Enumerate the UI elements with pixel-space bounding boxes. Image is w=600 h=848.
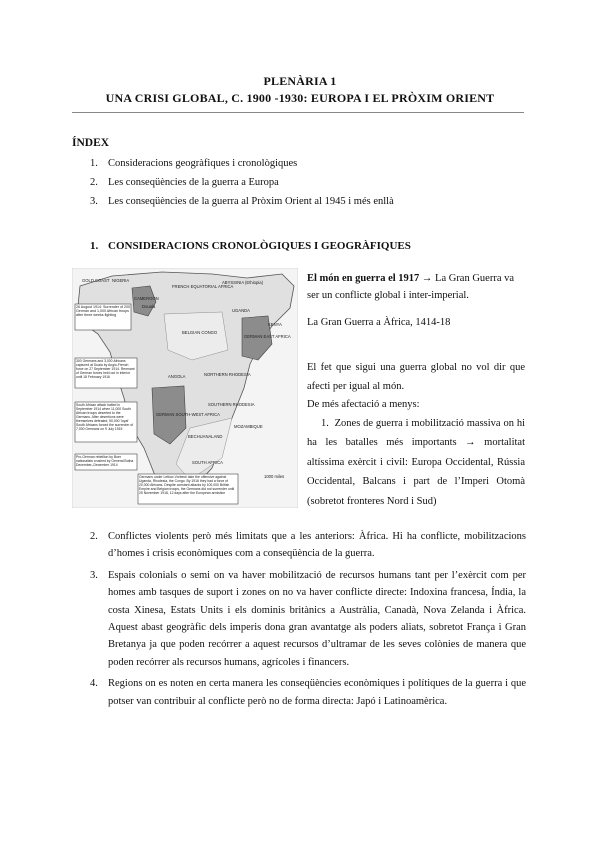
map-label: GERMAN SOUTH-WEST AFRICA xyxy=(156,412,220,417)
index-heading: ÍNDEX xyxy=(72,137,110,149)
para-1-heading: El món en guerra el 1917 xyxy=(307,273,420,284)
map-label: SOUTHERN RHODESIA xyxy=(208,402,255,407)
section-number: 1. xyxy=(90,240,99,252)
section-heading xyxy=(90,240,411,252)
index-item xyxy=(90,154,394,173)
index-item-number: 1. xyxy=(90,158,98,169)
map-label: Douala xyxy=(142,304,156,309)
map-label: MOZAMBIQUE xyxy=(234,424,263,429)
list-item-text: Regions on es noten en certa manera les conseqüències econòmiques i polítiques de la guerra i que potser van contribuir al conflicte però no de forma directa: Japó i Latinoamèrica. xyxy=(108,678,526,707)
map-note: Germans under Lettow-Vorbeck take the offensive against Uganda, Rhodesia, the Congo. By 1916 they had a force of 20,000 Africans. Despite constant attacks by 100,000 British Empire and Belgian troops, the Germans did not surrender until 25 November 1918, 12 days after the European armistice xyxy=(139,475,235,495)
list-item xyxy=(90,567,526,671)
right-para-4: De més afectació a menys: xyxy=(307,399,420,410)
list-item-text: Zones de guerra i mobilització massiva on hi ha les batalles més importants → mortalitat altíssima exèrcit i civil: Europa Occidental, Rússia Occidental, Balcans i part de l’Imperi Otomà (sobretot fronteres Nord i Sud) xyxy=(307,418,525,507)
arrow-icon: → xyxy=(421,273,433,284)
map-scale-label: 1000 miles xyxy=(264,474,285,479)
right-para-3: El fet que sigui una guerra global no vol dir que afecti per igual al món. xyxy=(307,362,525,392)
map-label: KENYA xyxy=(268,322,282,327)
index-item-text: Les conseqüències de la guerra a Europa xyxy=(108,177,279,188)
section-title: CONSIDERACIONS CRONOLÒGIQUES I GEOGRÀFIQUES xyxy=(108,240,411,252)
right-para-1 xyxy=(307,270,525,304)
right-list-item xyxy=(307,414,525,511)
map-label: NORTHERN RHODESIA xyxy=(204,372,251,377)
map-label: UGANDA xyxy=(232,308,250,313)
index-item xyxy=(90,173,394,192)
map-label: BECHUANALAND xyxy=(188,434,223,439)
map-label: NIGERIA xyxy=(112,278,130,283)
map-label: ABYSSINIA (Ethiopia) xyxy=(222,280,263,285)
index-item-number: 2. xyxy=(90,177,98,188)
map-label: BELGIAN CONGO xyxy=(182,330,218,335)
list-item xyxy=(90,528,526,563)
map-label: FRENCH EQUATORIAL AFRICA xyxy=(172,284,234,289)
map-note: 26 August 1914: Surrender of 200 German and 1,000 African troops after three weeks fighting xyxy=(76,305,130,318)
list-item-number: 3. xyxy=(90,569,98,581)
para-1-text: La Gran Guerra va ser un conflicte global i inter-imperial. xyxy=(307,273,515,301)
map-note: South African attack halted in September 1914 when 11,000 South African troops deserted to the Germans. After desertions were themselves defeated, 50,000 'loyal' South Africans forced the surrender of 7,000 Germans on 9 July 1915 xyxy=(76,403,134,431)
index-item-number: 3. xyxy=(90,196,98,207)
list-item-number: 4. xyxy=(90,678,98,690)
title-divider xyxy=(72,112,524,113)
page-title: PLENÀRIA 1 xyxy=(263,74,337,88)
africa-war-map xyxy=(72,268,298,508)
map-label: CAMEROON xyxy=(134,296,159,301)
list-item-text: Conflictes violents però més limitats que a les anteriors: Àfrica. Hi ha conflicte, mobilitzacions d’homes i crisis econòmiques com a conseqüència de la guerra. xyxy=(108,531,526,560)
map-label: ANGOLA xyxy=(168,374,186,379)
page-subtitle: UNA CRISI GLOBAL, C. 1900 -1930: EUROPA I EL PRÒXIM ORIENT xyxy=(105,91,495,105)
index-list xyxy=(90,154,394,211)
map-note: 300 Germans and 3,000 Africans captured at Duala by Anglo-French force on 27 September 1914. Remnant of German forces held out in interior until 18 February 1916 xyxy=(76,359,135,379)
index-item-text: Consideracions geogràfiques i cronològiques xyxy=(108,158,298,169)
list-item-number: 1. xyxy=(321,418,329,429)
map-note: Pro-German rebellion by Boer nationalists crushed by General Botha December–December 1914 xyxy=(76,455,134,467)
map-label: GOLD COAST xyxy=(82,278,110,283)
continued-list xyxy=(90,528,526,710)
right-para-2: La Gran Guerra a Àfrica, 1414-18 xyxy=(307,317,451,328)
list-item-text: Espais colonials o semi on va haver mobilització de recursos humans tant per l’exèrcit com per homes amb tasques de suport i zones on no va haver conflicte directe: Indoxina francesa, Índia, la costa Xinesa, Estats Units i els dominis britànics a Austràlia, Canadà, Nova Zelanda i Àfrica. Aquest abast geogràfic dels imperis dona gran avantatge als poders aliats, sobretot França i Gran Bretanya ja que poden recórrer a aquest recursos d’ultramar de les seves colònies de manera que poden recórrer als recursos humans, agrícoles i financers. xyxy=(108,569,526,668)
index-item xyxy=(90,192,394,211)
index-item-text: Les conseqüències de la guerra al Pròxim Orient al 1945 i més enllà xyxy=(108,196,394,207)
list-item xyxy=(90,675,526,710)
map-label: GERMAN EAST AFRICA xyxy=(244,334,291,339)
map-label: SOUTH AFRICA xyxy=(192,460,223,465)
list-item-number: 2. xyxy=(90,531,98,542)
